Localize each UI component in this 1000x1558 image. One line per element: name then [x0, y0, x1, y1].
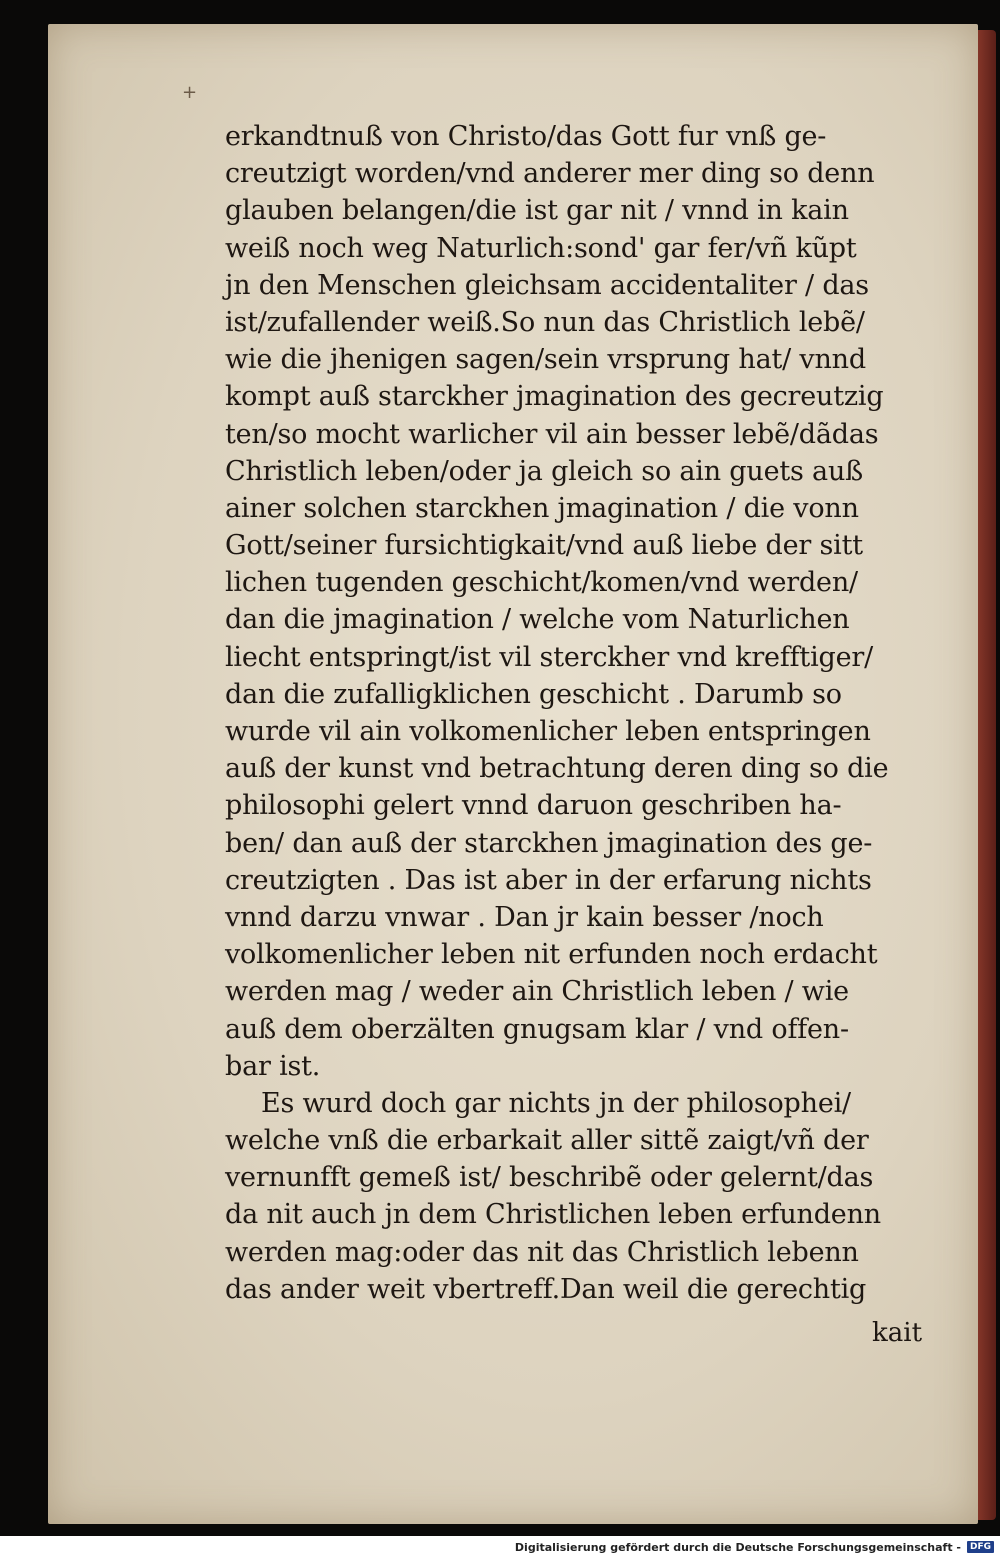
text-line: auß dem oberzälten gnugsam klar / vnd offen-: [225, 1013, 849, 1045]
dfg-logo: DFG: [967, 1541, 994, 1553]
text-line: ten/so mocht warlicher vil ain besser lebẽ/dãdas: [225, 418, 879, 450]
text-line: dan die jmagination / welche vom Naturlichen: [225, 604, 850, 636]
text-line: dan die zufalligklichen geschicht . Darumb so: [225, 678, 842, 710]
text-line: auß der kunst vnd betrachtung deren ding so die: [225, 753, 889, 785]
text-line: wurde vil ain volkomenlicher leben entspringen: [225, 716, 871, 747]
text-line: ist/zufallender weiß.So nun das Christlich lebẽ/: [225, 306, 865, 338]
text-line: ben/ dan auß der starckhen jmagination des ge-: [225, 827, 873, 859]
text-line: volkomenlicher leben nit erfunden noch erdacht: [225, 939, 878, 971]
text-line: da nit auch jn dem Christlichen leben erfundenn: [225, 1199, 881, 1231]
text-line: philosophi gelert vnnd daruon geschriben ha-: [225, 790, 842, 822]
text-line: glauben belangen/die ist gar nit / vnnd in kain: [225, 195, 849, 227]
text-line: vernunfft gemeß ist/ beschribẽ oder gelernt/das: [225, 1162, 874, 1194]
footer-credit-text: Digitalisierung gefördert durch die Deutsche Forschungsgemeinschaft -: [514, 1540, 961, 1554]
text-line: creutzigten . Das ist aber in der erfarung nichts: [225, 864, 872, 896]
text-line: kompt auß starckher jmagination des gecreutzig: [225, 381, 884, 413]
digitization-footer: [0, 1536, 1000, 1558]
page-text-block: [225, 118, 925, 1308]
text-line: lichen tugenden geschicht/komen/vnd werden/: [225, 567, 858, 599]
text-line: creutzigt worden/vnd anderer mer ding so denn: [225, 158, 875, 190]
text-line: jn den Menschen gleichsam accidentaliter / das: [225, 269, 869, 301]
text-line: erkandtnuß von Christo/das Gott fur vnß ge-: [225, 121, 827, 152]
text-line: ainer solchen starckhen jmagination / die vonn: [225, 492, 859, 524]
text-line: bar ist.: [225, 1050, 321, 1082]
text-line: wie die jhenigen sagen/sein vrsprung hat/ vnnd: [225, 344, 866, 376]
text-line: liecht entspringt/ist vil sterckher vnd krefftiger/: [225, 641, 873, 673]
text-line: werden mag:oder das nit das Christlich lebenn: [225, 1236, 859, 1268]
page-mark: +: [182, 82, 198, 103]
text-line: werden mag / weder ain Christlich leben / wie: [225, 976, 849, 1008]
text-line: weiß noch weg Naturlich:sond' gar fer/vñ kũpt: [225, 232, 857, 264]
text-line: Christlich leben/oder ja gleich so ain guets auß: [225, 455, 863, 487]
text-line: vnnd darzu vnwar . Dan jr kain besser /noch: [225, 901, 824, 933]
text-line: Gott/seiner fursichtigkait/vnd auß liebe der sitt: [225, 530, 863, 562]
text-line: das ander weit vbertreff.Dan weil die gerechtig: [225, 1273, 867, 1305]
paragraph-first-line: Es wurd doch gar nichts jn der philosophei/: [261, 1087, 851, 1119]
text-line: welche vnß die erbarkait aller sittẽ zaigt/vñ der: [225, 1125, 869, 1157]
catchword: kait: [872, 1318, 923, 1348]
